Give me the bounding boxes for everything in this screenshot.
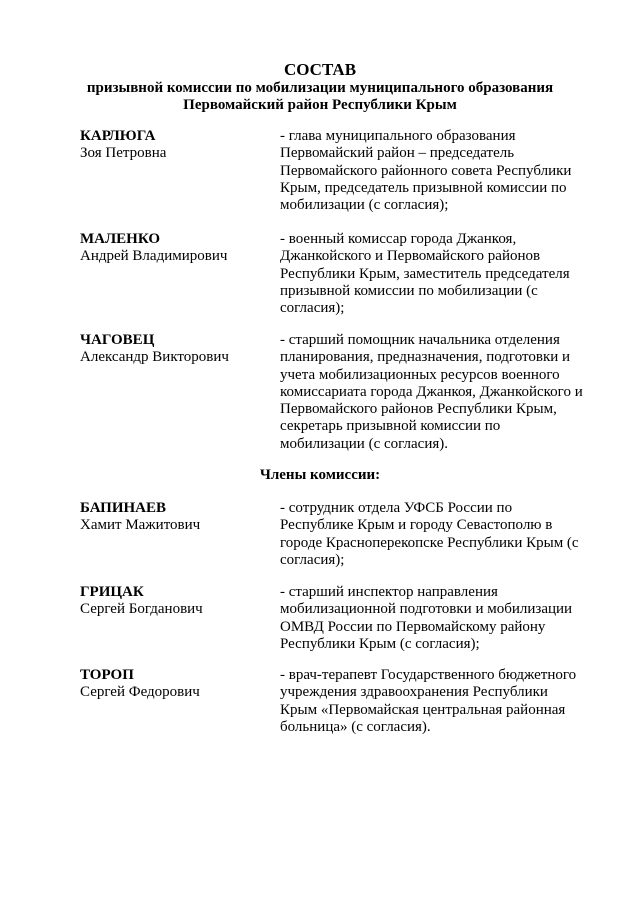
person-role: - врач-терапевт Государственного бюджетного учреждения здравоохранения Республики Крым «Первомайская центральная районная больница» (с согласия).	[280, 667, 577, 735]
person-name-block	[80, 332, 270, 366]
person-name-block	[80, 231, 270, 265]
document-header	[0, 60, 640, 114]
document-title: СОСТАВ	[283, 60, 357, 79]
person-name-block	[80, 584, 270, 618]
members-heading: Члены комиссии:	[259, 467, 381, 483]
document-subtitle-line-2: Первомайский район Республики Крым	[183, 97, 457, 113]
person-surname: ЧАГОВЕЦ	[80, 332, 155, 348]
person-name-block	[80, 128, 270, 162]
person-role: - старший инспектор направления мобилизационной подготовки и мобилизации ОМВД России по Первомайскому району Республики Крым (с согласия);	[280, 584, 573, 652]
person-surname: КАРЛЮГА	[80, 128, 156, 144]
person-role: - глава муниципального образования Первомайский район – председатель Первомайского районного совета Республики Крым, председатель призывной комиссии по мобилизации (с согласия);	[280, 128, 572, 214]
person-surname: ГРИЦАК	[80, 584, 144, 600]
person-given-name: Сергей Федорович	[80, 684, 200, 700]
person-given-name: Александр Викторович	[80, 349, 229, 365]
person-given-name: Андрей Владимирович	[80, 248, 228, 264]
document-subtitle-line-1: призывной комиссии по мобилизации муниципального образования	[86, 80, 554, 96]
person-role: - сотрудник отдела УФСБ России по Республике Крым и городу Севастополю в городе Красноперекопске Республики Крым (с согласия);	[280, 500, 579, 568]
person-role: - старший помощник начальника отделения планирования, предназначения, подготовки и учета мобилизационных ресурсов военного комиссариата города Джанкоя, Джанкойского и Первомайского районов Республики Крым, секретарь призывной комиссии по мобилизации (с согласия).	[280, 332, 583, 452]
person-surname: БАПИНАЕВ	[80, 500, 167, 516]
person-surname: ТОРОП	[80, 667, 134, 683]
person-surname: МАЛЕНКО	[80, 231, 161, 247]
person-name-block	[80, 500, 270, 534]
person-given-name: Зоя Петровна	[80, 145, 167, 161]
person-name-block	[80, 667, 270, 701]
person-role: - военный комиссар города Джанкоя, Джанкойского и Первомайского районов Республики Крым, заместитель председателя призывной комиссии по мобилизации (с согласия);	[280, 231, 570, 317]
person-given-name: Хамит Мажитович	[80, 517, 201, 533]
person-given-name: Сергей Богданович	[80, 601, 203, 617]
